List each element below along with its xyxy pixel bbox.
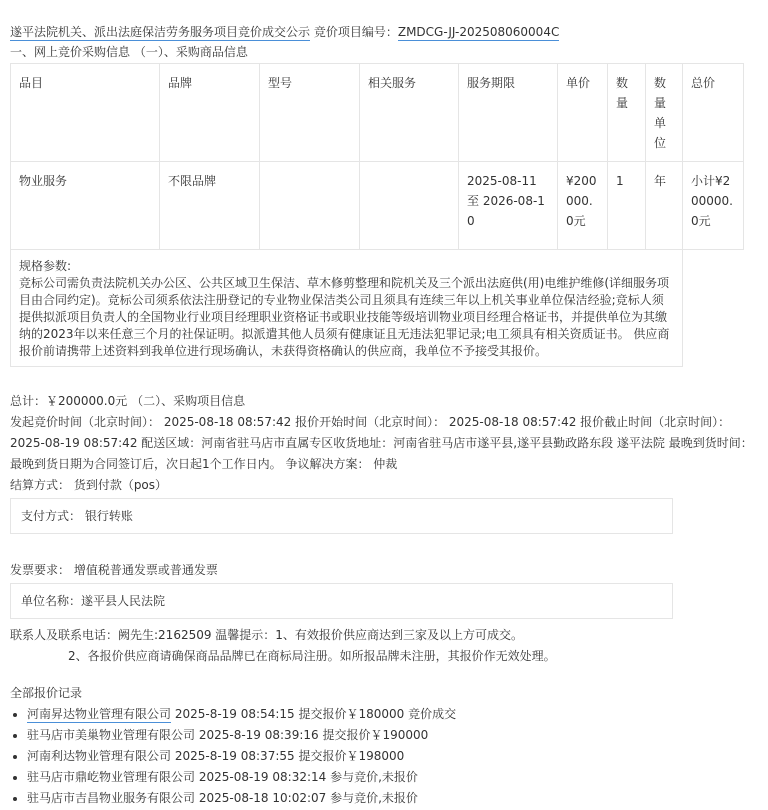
record-detail: 2025-8-19 08:54:15 提交报价￥180000 竞价成交: [171, 707, 457, 721]
invoice-requirement: 发票要求： 增值税普通发票或普通发票: [10, 563, 218, 577]
record-detail: 2025-8-19 08:39:16 提交报价￥190000: [195, 728, 429, 742]
section1-title: 一、网上竞价采购信息 （一）、采购商品信息: [10, 45, 248, 59]
list-item: [27, 704, 760, 725]
header-model: 型号: [260, 64, 360, 162]
purchase-info: 发起竞价时间（北京时间）： 2025-08-18 08:57:42 报价开始时间（北京时间）： 2025-08-18 08:57:42 报价截止时间（北京时间）： 2025-08-19 08:57:42 配送区域：河南省驻马店市直属专区收货地址：河南省驻马店市遂平县,遂平县勤政路东段 遂平法院 最晚到货时间： 最晚到货日期为合同签订后，次日起1个工作日内。 争议解决方案： 仲裁: [10, 415, 753, 471]
record-company[interactable]: 河南昇达物业管理有限公司: [27, 707, 172, 721]
goods-table: [10, 63, 744, 250]
title-line: [10, 22, 760, 42]
record-company: 驻马店市美巢物业管理有限公司: [27, 728, 196, 742]
header-name: 品目: [11, 64, 160, 162]
list-item: [27, 788, 760, 809]
contact-info: 联系人及联系电话：阙先生:2162509 温馨提示：1、有效报价供应商达到三家及以上方可成交。: [10, 628, 523, 642]
records-list: [10, 704, 760, 809]
page-title: 遂平法院机关、派出法庭保洁劳务服务项目竞价成交公示: [10, 25, 311, 39]
header-qty: 数量: [608, 64, 646, 162]
project-no-label: 竞价项目编号：: [313, 25, 398, 39]
header-total: 总价: [683, 64, 744, 162]
record-company: 河南利达物业管理有限公司: [27, 749, 172, 763]
cell-qty: 1: [608, 162, 646, 250]
spec-label: 规格参数:: [19, 259, 72, 273]
spec-text: 竞标公司需负责法院机关办公区、公共区域卫生保洁、草木修剪整理和院机关及三个派出法庭供(用)电维护维修(详细服务项目由合同约定)。竞标公司须系依法注册登记的专业物业保洁类公司且须具有连续三年以上机关事业单位保洁经验;竞标人须提供拟派项目负责人的全国物业行业项目经理职业资格证书或职业技能等级培训物业项目经理合格证书，并提供单位为其缴纳的2023年以来任意三个月的社保证明。拟派遣其他人员须有健康证且无违法犯罪记录;电工须具有相关资质证书。 供应商报价前请携带上述资料到我单位进行现场确认，未获得资格确认的供应商，我单位不予接受其报价。: [19, 276, 670, 358]
list-item: [27, 767, 760, 788]
cell-period: 2025-08-11 至 2026-08-10: [459, 162, 558, 250]
records-title: 全部报价记录: [10, 686, 83, 700]
record-company: 驻马店市鼎屹物业管理有限公司: [27, 770, 196, 784]
record-detail: 2025-08-18 10:02:07 参与竞价,未报价: [195, 791, 418, 805]
settlement-method: 结算方式： 货到付款（pos）: [10, 478, 168, 492]
list-item: [27, 725, 760, 746]
cell-unit: 年: [646, 162, 683, 250]
record-company: 驻马店市吉昌物业服务有限公司: [27, 791, 196, 805]
list-item: [27, 746, 760, 767]
cell-brand: 不限品牌: [160, 162, 260, 250]
project-no: ZMDCG-JJ-202508060004C: [397, 25, 560, 39]
cell-name: 物业服务: [11, 162, 160, 250]
cell-price: ¥200000.0元: [558, 162, 608, 250]
record-detail: 2025-08-19 08:32:14 参与竞价,未报价: [195, 770, 418, 784]
header-service: 相关服务: [360, 64, 459, 162]
tip-2: 2、各报价供应商请确保商品品牌已在商标局注册。如所报品牌未注册，其报价作无效处理。: [68, 649, 556, 663]
cell-model: [260, 162, 360, 250]
header-unit: 数量单位: [646, 64, 683, 162]
payment-method: 支付方式： 银行转账: [21, 509, 133, 523]
spec-box: [10, 250, 683, 367]
header-period: 服务期限: [459, 64, 558, 162]
header-brand: 品牌: [160, 64, 260, 162]
table-header-row: [11, 64, 744, 162]
payment-method-box: [10, 498, 673, 534]
record-detail: 2025-8-19 08:37:55 提交报价￥198000: [171, 749, 405, 763]
unit-name: 单位名称：遂平县人民法院: [21, 594, 166, 608]
unit-name-box: [10, 583, 673, 619]
total-line: 总计：￥200000.0元 （二）、采购项目信息: [10, 394, 246, 408]
document: [10, 22, 760, 809]
table-row: [11, 162, 744, 250]
cell-service: [360, 162, 459, 250]
cell-total: 小计¥200000.0元: [683, 162, 744, 250]
header-price: 单价: [558, 64, 608, 162]
